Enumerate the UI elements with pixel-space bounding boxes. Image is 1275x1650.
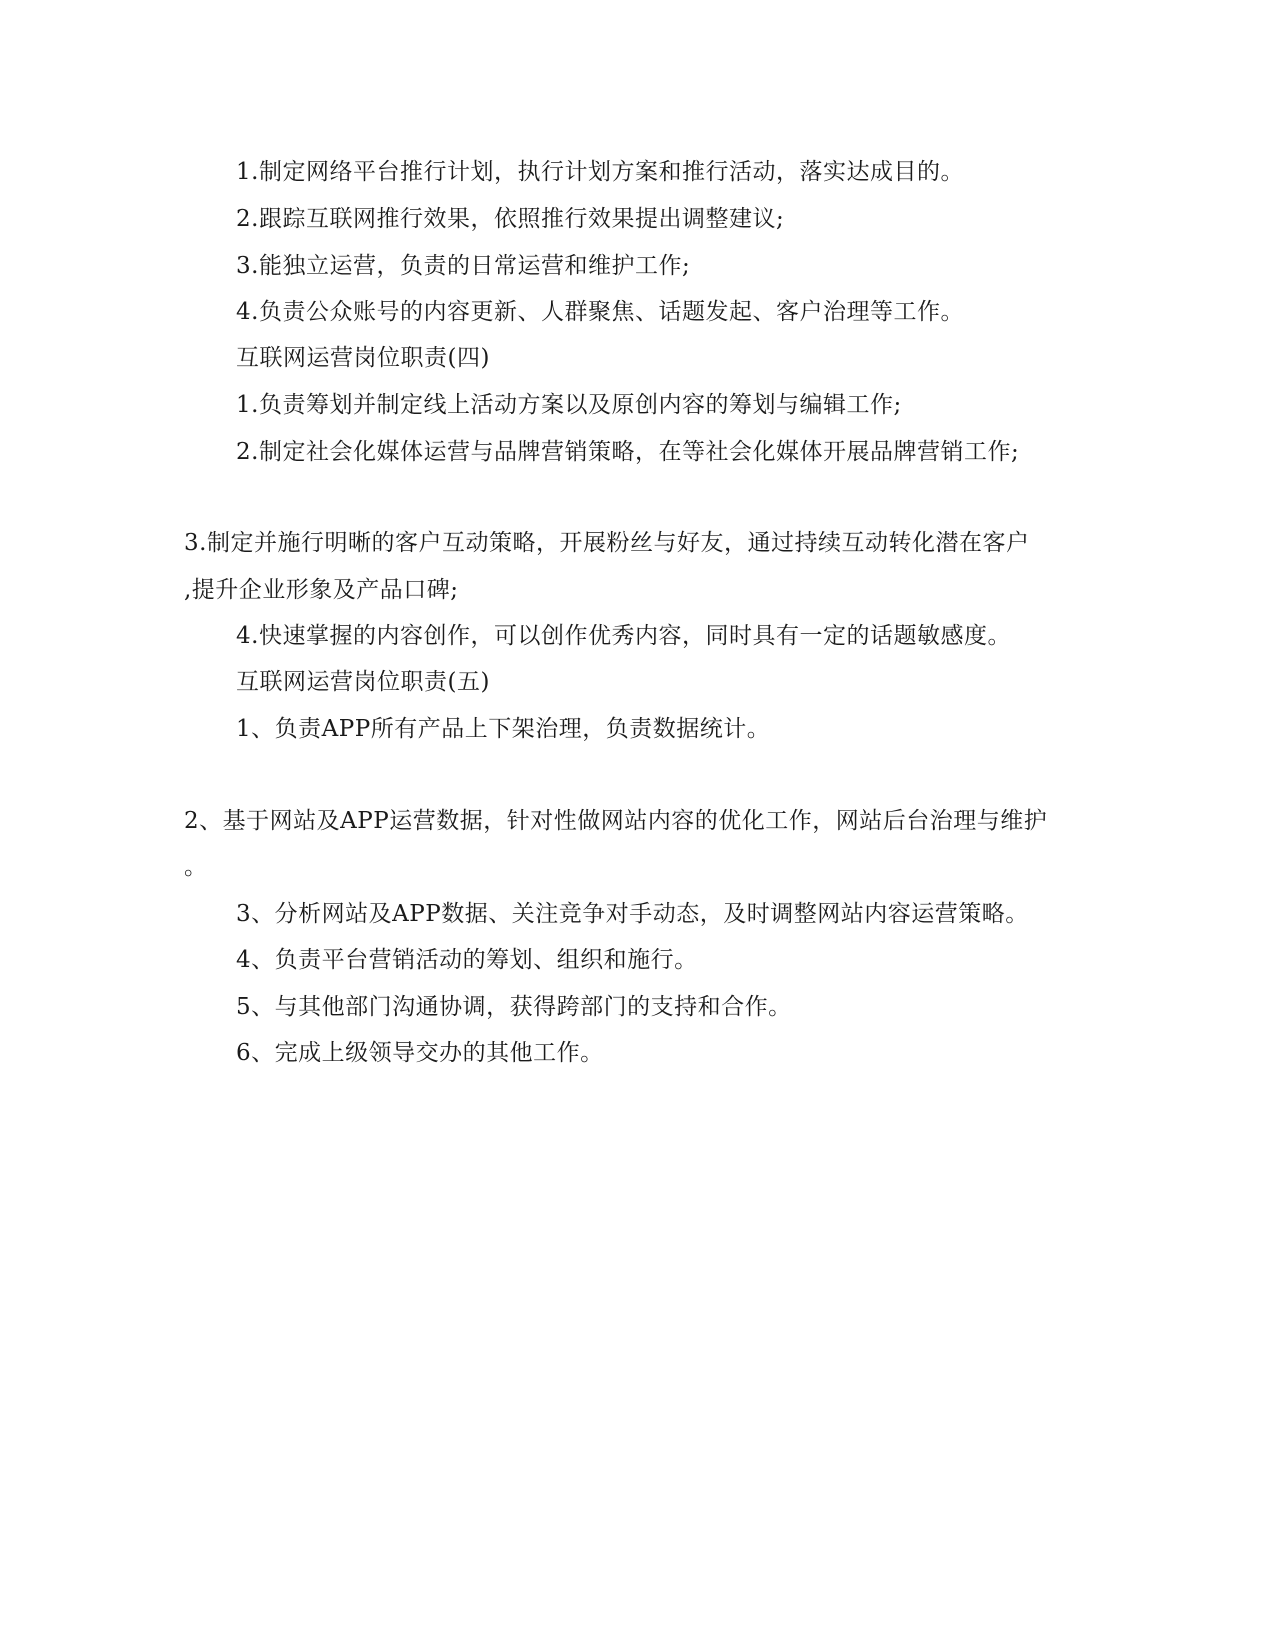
duty-item: 4.负责公众账号的内容更新、人群聚焦、话题发起、客户治理等工作。 <box>236 299 964 325</box>
duty-item: 2.跟踪互联网推行效果，依照推行效果提出调整建议; <box>236 206 785 232</box>
duty-item: 2.制定社会化媒体运营与品牌营销策略，在等社会化媒体开展品牌营销工作; <box>236 439 1020 465</box>
duty-item: 1.负责筹划并制定线上活动方案以及原创内容的筹划与编辑工作; <box>236 392 902 418</box>
duty-item: 2、基于网站及APP运营数据，针对性做网站内容的优化工作，网站后台治理与维护 <box>184 808 1048 834</box>
section-heading: 互联网运营岗位职责(五) <box>236 669 490 695</box>
duty-item: 5、与其他部门沟通协调，获得跨部门的支持和合作。 <box>236 994 792 1020</box>
section-heading: 互联网运营岗位职责(四) <box>236 345 490 371</box>
duty-item-continuation: ,提升企业形象及产品口碑; <box>184 577 459 603</box>
duty-item: 4、负责平台营销活动的筹划、组织和施行。 <box>236 947 698 973</box>
duty-item: 3.能独立运营，负责的日常运营和维护工作; <box>236 253 691 279</box>
duty-item-continuation: 。 <box>184 854 208 880</box>
duty-item: 4.快速掌握的内容创作，可以创作优秀内容，同时具有一定的话题敏感度。 <box>236 623 1011 649</box>
duty-item: 1、负责APP所有产品上下架治理，负责数据统计。 <box>236 716 771 742</box>
duty-item: 6、完成上级领导交办的其他工作。 <box>236 1040 604 1066</box>
duty-item: 1.制定网络平台推行计划，执行计划方案和推行活动，落实达成目的。 <box>236 159 964 185</box>
duty-item: 3、分析网站及APP数据、关注竞争对手动态，及时调整网站内容运营策略。 <box>236 901 1029 927</box>
duty-item: 3.制定并施行明晰的客户互动策略，开展粉丝与好友，通过持续互动转化潜在客户 <box>184 530 1030 556</box>
